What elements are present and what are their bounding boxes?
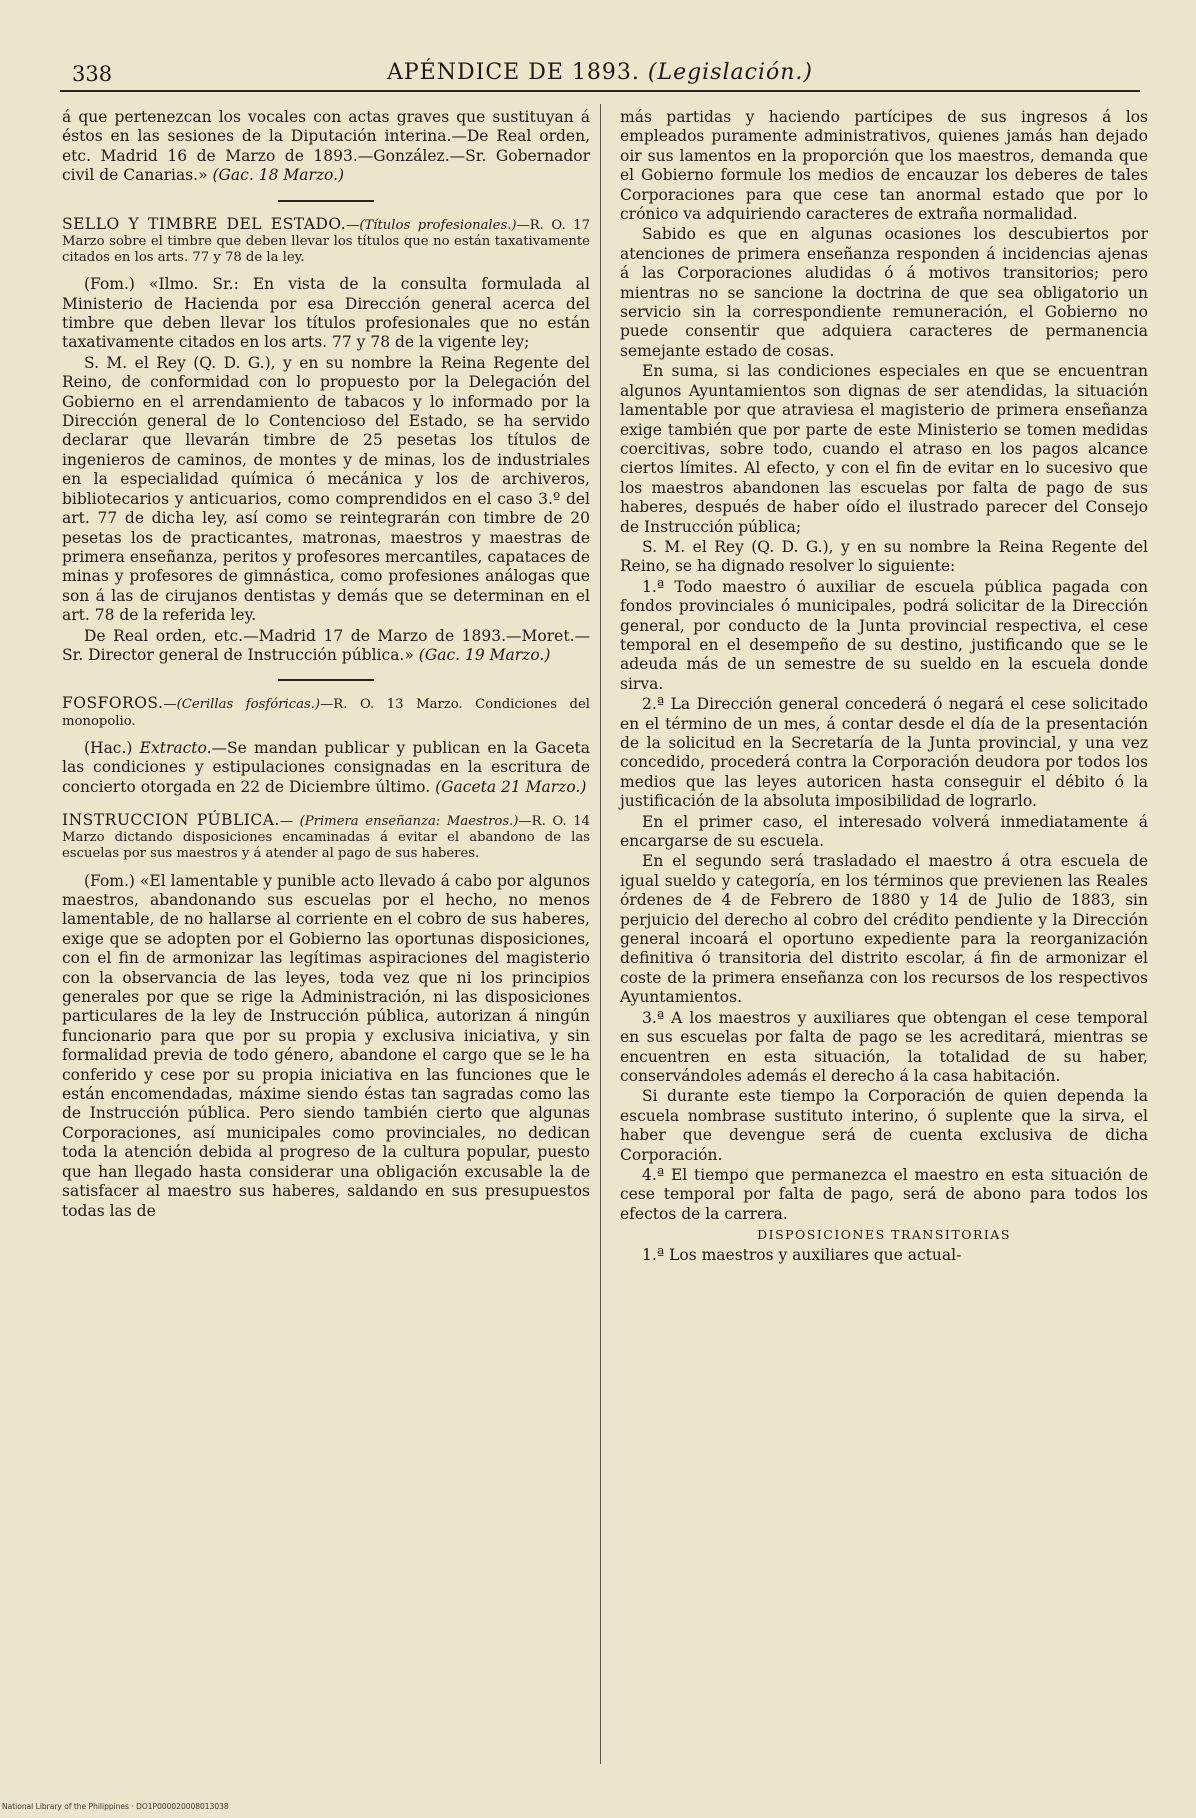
- section-separator: [278, 200, 374, 202]
- scan-footer: National Library of the Philippines · DO1P000020008013038: [2, 1802, 229, 1811]
- body-paragraph: Sabido es que en algunas ocasiones los descubiertos por atenciones de primera enseñanza responden á incidencias ajenas á las Corporaciones aludidas ó á motivos transitorios; pero mientras no se sancione la doctrina de que sea obligatorio un servicio sin la correspondiente remuneración, el Gobierno no puede consentir que adquiera caracteres de permanencia semejante estado de cosas.: [620, 225, 1148, 360]
- body-paragraph: (Fom.) «Ilmo. Sr.: En vista de la consulta formulada al Ministerio de Hacienda por esa Dirección general acerca del timbre que deben llevar los títulos profesionales que no están taxativamente citados en los arts. 77 y 78 de la vigente ley;: [62, 275, 590, 352]
- body-paragraph: En suma, si las condiciones especiales en que se encuentran algunos Ayuntamientos son dignas de ser atendidas, la situación lamentable por que atraviesa el magisterio de primera enseñanza exige también que por parte de este Ministerio se tomen medidas coercitivas, sobre todo, cuando el atraso en los pagos alcance ciertos límites. Al efecto, y con el fin de evitar en lo sucesivo que los maestros abandonen las escuelas por falta de pago de sus haberes, después de haber oído el ilustrado parecer del Consejo de Instrucción pública;: [620, 362, 1148, 536]
- body-paragraph: más partidas y haciendo partícipes de sus ingresos á los empleados puramente administrativos, quienes jamás han dejado oir sus lamentos en la proporción que los maestros, demanda que el Gobierno formule los medios de encauzar los deberes de tales Corporaciones para que cese tan anormal estado que por lo crónico va adquiriendo caracteres de extraña normalidad.: [620, 108, 1148, 224]
- header-title: [60, 60, 1140, 85]
- body-paragraph: S. M. el Rey (Q. D. G.), y en su nombre la Reina Regente del Reino, de conformidad con lo propuesto por la Delegación del Gobierno en el arrendamiento de tabacos y lo informado por la Dirección general de lo Contencioso del Estado, se ha servido declarar que llevarán timbre de 25 pesetas los títulos de ingenieros de caminos, de montes y de minas, los de industriales en la especialidad química ó mecánica y los de archiveros, bibliotecarios y anticuarios, como comprendidos en el caso 3.º del art. 77 de dicha ley, así como se reintegrarán con timbre de 20 pesetas los de practicantes, matronas, maestros y maestras de primera enseñanza, peritos y profesores mercantiles, capataces de minas y profesores de gimnástica, como profesiones análogas que son á las de cirujanos dentistas y demás que se determinan en el art. 78 de la referida ley.: [62, 353, 590, 625]
- article-2: 2.ª La Dirección general concederá ó negará el cese solicitado en el término de un mes, á contar desde el día de la presentación de la solicitud en la Secretaría de la Junta provincial, y una vez concedido, procederá contra la Corporación deudora por todos los medios que las leyes autoricen hasta conseguir el débito ó la justificación de la absoluta imposibilidad de lograrlo.: [620, 695, 1148, 811]
- body-paragraph: De Real orden, etc.—Madrid 17 de Marzo de 1893.—Moret.—Sr. Director general de Instrucción pública.» (Gac. 19 Marzo.): [62, 626, 590, 664]
- transitional-article-1: 1.ª Los maestros y auxiliares que actual-: [642, 1245, 962, 1264]
- section-heading-instruccion: INSTRUCCION PÚBLICA.— (Primera enseñanza: Maestros.)—R. O. 14 Marzo dictando disposiciones encaminadas á evitar el abandono de las escuelas por sus maestros y á atender al pago de sus haberes.: [62, 810, 590, 862]
- header-subtitle: (Legislación.): [647, 60, 813, 85]
- running-header: [60, 56, 1140, 90]
- left-column: [62, 108, 590, 1222]
- section-separator: [278, 679, 374, 681]
- transitional-provisions-heading: DISPOSICIONES TRANSITORIAS: [757, 1227, 1011, 1243]
- body-paragraph: S. M. el Rey (Q. D. G.), y en su nombre la Reina Regente del Reino, se ha dignado resolver lo siguiente:: [620, 537, 1148, 576]
- body-paragraph: En el segundo será trasladado el maestro á otra escuela de igual sueldo y categoría, en los términos que previenen las Reales órdenes de 4 de Febrero de 1880 y 14 de Julio de 1883, sin perjuicio del derecho al cobro del crédito pendiente y la Dirección general incoará el oportuno expediente para la reorganización definitiva ó transitoria del distrito escolar, á fin de armonizar el coste de la primera enseñanza con los recursos de los respectivos Ayuntamientos.: [620, 852, 1148, 1007]
- header-title-text: APÉNDICE DE 1893.: [386, 60, 640, 85]
- gazette-ref: (Gac. 18 Marzo.): [212, 166, 345, 185]
- body-paragraph: (Fom.) «El lamentable y punible acto llevado á cabo por algunos maestros, abandonando sus escuelas por el hecho, no menos lamentable, de no hallarse al corriente en el cobro de sus haberes, exige que se adopten por el Gobierno las oportunas disposiciones, con el fin de armonizar las legítimas aspiraciones del magisterio con la observancia de las leyes, toda vez que ni los principios generales por que se rige la Administración, ni las disposiciones particulares de la ley de Instrucción pública, autorizan á ningún funcionario para que por su propia y exclusiva iniciativa, y sin formalidad previa de todo género, abandone el cargo que se le ha conferido y cese por su propia iniciativa en las funciones que le están encomendadas, máxime siendo éstas tan sagradas como las de Instrucción pública. Pero siendo también cierto que algunas Corporaciones, así municipales como provinciales, no dedican toda la atención debida al progreso de la cultura popular, puesto que han llegado hasta considerar una obligación excusable la de satisfacer al maestro sus haberes, saldando en sus presupuestos todas las de: [62, 871, 590, 1220]
- section-heading-fosforos: FOSFOROS.—(Cerillas fosfóricas.)—R. O. 13 Marzo. Condiciones del monopolio.: [62, 694, 590, 729]
- column-divider: [600, 104, 601, 1764]
- header-rule: [60, 90, 1140, 92]
- page-number: 338: [72, 62, 113, 86]
- body-paragraph: (Hac.) Extracto.—Se mandan publicar y publican en la Gaceta las condiciones y estipulaciones consignadas en la escritura de concierto otorgada en 22 de Diciembre último. (Gaceta 21 Marzo.): [62, 738, 590, 796]
- section-heading-sello: SELLO Y TIMBRE DEL ESTADO.—(Títulos profesionales.)—R. O. 17 Marzo sobre el timbre que deben llevar los títulos que no están taxativamente citados en los arts. 77 y 78 de la ley.: [62, 214, 590, 266]
- body-paragraph: Si durante este tiempo la Corporación de quien dependa la escuela nombrase sustituto interino, ó suplente que la sirva, el haber que devengue será de cuenta exclusiva de dicha Corporación.: [620, 1087, 1148, 1164]
- gazette-ref: (Gac. 19 Marzo.): [418, 645, 551, 664]
- continuation-paragraph: á que pertenezcan los vocales con actas graves que sustituyan á éstos en las sesiones de la Diputación interina.—De Real orden, etc. Madrid 16 de Marzo de 1893.—González.—Sr. Gobernador civil de Canarias.» (Gac. 18 Marzo.): [62, 108, 590, 185]
- right-column: [620, 108, 1148, 1266]
- article-4: 4.ª El tiempo que permanezca el maestro en esta situación de cese temporal por falta de pago, será de abono para todos los efectos de la carrera.: [620, 1165, 1148, 1223]
- gazette-ref: (Gaceta 21 Marzo.): [435, 777, 587, 796]
- article-1: 1.ª Todo maestro ó auxiliar de escuela pública pagada con fondos provinciales ó municipales, podrá solicitar de la Dirección general, por conducto de la Junta provincial respectiva, el cese temporal en el desempeño de su destino, justificando que se le adeuda más de un semestre de su sueldo en la escuela donde sirva.: [620, 577, 1148, 693]
- body-paragraph: En el primer caso, el interesado volverá inmediatamente á encargarse de su escuela.: [620, 812, 1148, 851]
- article-3: 3.ª A los maestros y auxiliares que obtengan el cese temporal en sus escuelas por falta de pago se les acreditará, mientras se encuentren en esta situación, la totalidad de su haber, conservándoles además el derecho á la casa habitación.: [620, 1008, 1148, 1085]
